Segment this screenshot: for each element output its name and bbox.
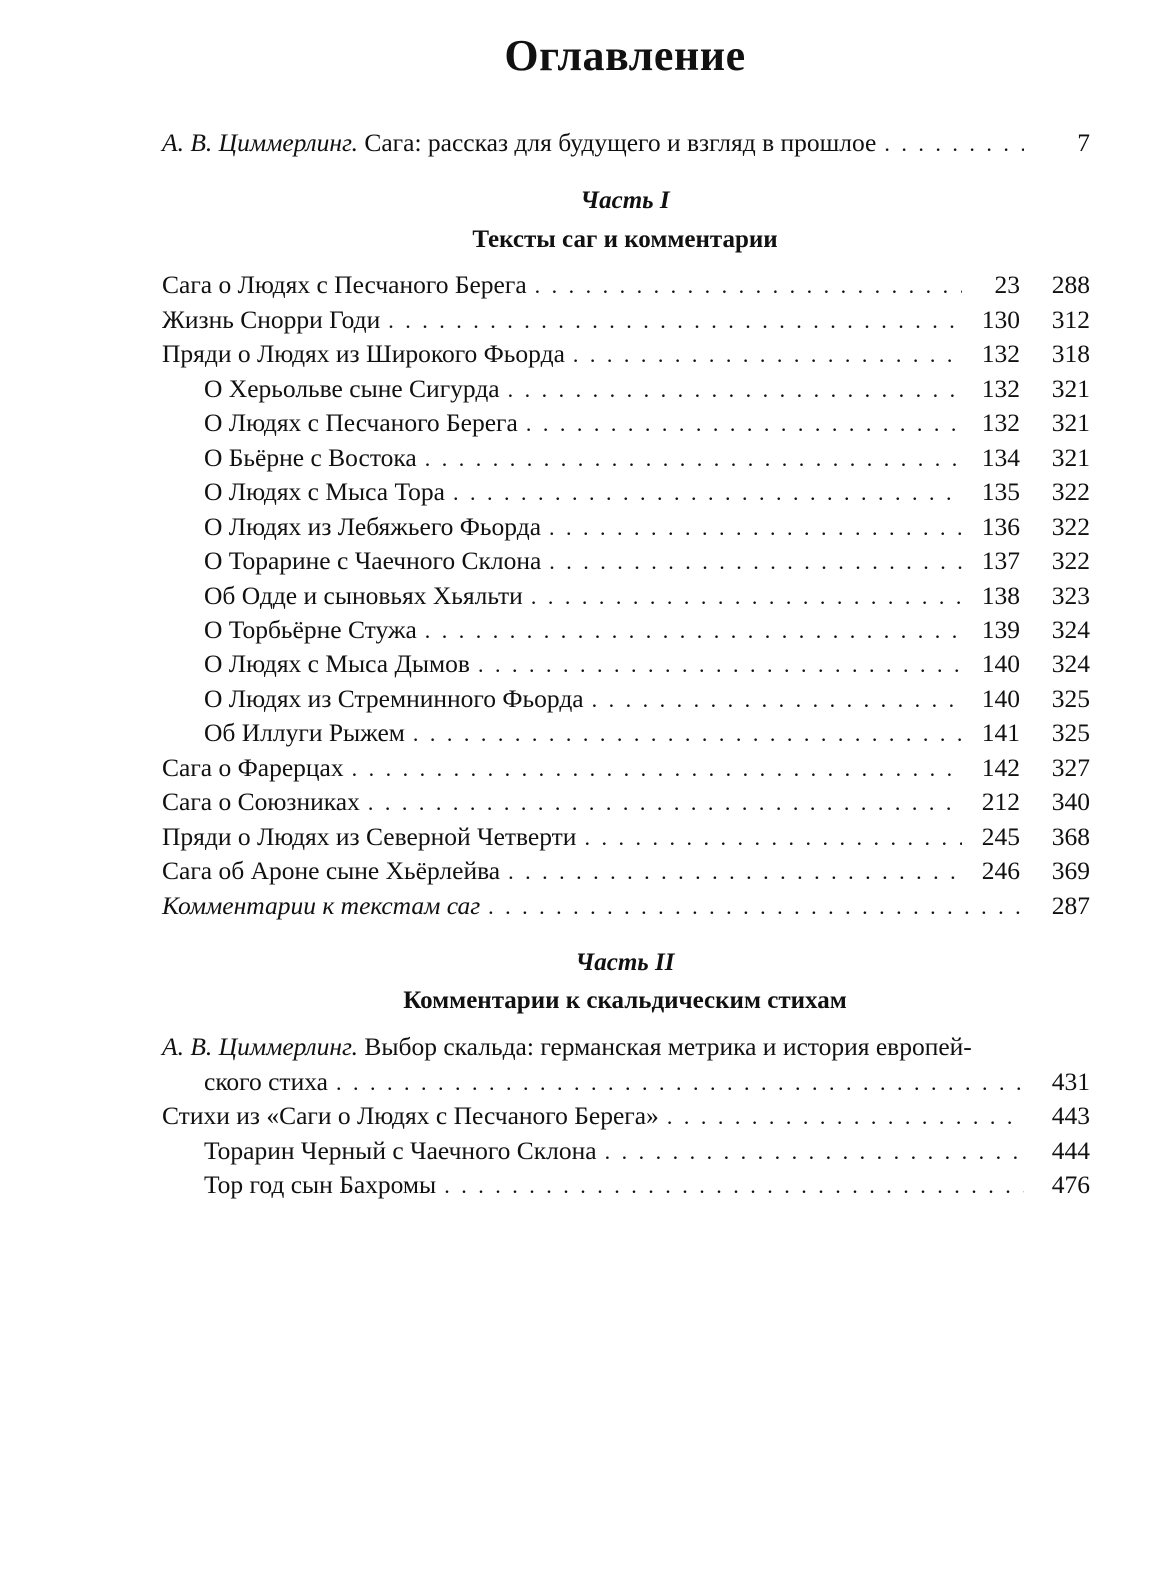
entry-title: Сага об Ароне сыне Хьёрлейва <box>162 856 501 885</box>
entry-page-text: 132 <box>981 408 1020 437</box>
entry-title: О Людях из Стремнинного Фьорда <box>204 684 584 713</box>
toc-subentry[interactable] <box>162 716 1090 750</box>
entry-page-commentary: 325 <box>1051 718 1090 747</box>
entry-page-commentary: 321 <box>1051 374 1090 403</box>
dot-leader <box>336 1066 1024 1100</box>
toc-subentry[interactable] <box>162 579 1090 613</box>
dot-leader <box>531 580 962 614</box>
entry-title: Жизнь Снорри Годи <box>162 305 381 334</box>
entry-page-text: 140 <box>981 684 1020 713</box>
entry-title: О Людях с Мыса Дымов <box>204 649 470 678</box>
entry-page-text: 135 <box>981 477 1020 506</box>
entry-title: Сага: рассказ для будущего и взгляд в прошлое <box>364 128 877 157</box>
dot-leader <box>508 855 962 889</box>
toc-subentry[interactable] <box>162 406 1090 440</box>
dot-leader <box>526 407 962 441</box>
entry-author: А. В. Циммерлинг. <box>162 128 358 157</box>
entry-page-text: 245 <box>981 822 1020 851</box>
dot-leader <box>488 890 1024 924</box>
page-title: Оглавление <box>504 31 746 80</box>
entry-page-text: 134 <box>981 443 1020 472</box>
entry-title: Пряди о Людях из Широкого Фьорда <box>162 339 565 368</box>
part-2-label: Часть II <box>575 949 675 976</box>
toc-entry[interactable] <box>162 751 1090 785</box>
entry-page: 476 <box>1051 1170 1090 1199</box>
entry-page-commentary: 288 <box>1051 270 1090 299</box>
entry-page-text: 132 <box>981 339 1020 368</box>
dot-leader <box>508 373 962 407</box>
entry-title: Об Иллуги Рыжем <box>204 718 405 747</box>
entry-title: О Людях с Песчаного Берега <box>204 408 518 437</box>
toc-entry[interactable] <box>162 854 1090 888</box>
toc-entry-commentary[interactable] <box>162 889 1090 923</box>
dot-leader <box>584 821 962 855</box>
entry-title: О Людях из Лебяжьего Фьорда <box>204 512 542 541</box>
entry-page-text: 141 <box>981 718 1020 747</box>
dot-leader <box>444 1169 1024 1203</box>
dot-leader <box>453 476 962 510</box>
toc-entry[interactable] <box>162 268 1090 302</box>
entry-page-commentary: 325 <box>1051 684 1090 713</box>
toc-entry[interactable] <box>162 820 1090 854</box>
entry-title: Сага о Людях с Песчаного Берега <box>162 270 527 299</box>
entry-page-commentary: 327 <box>1051 753 1090 782</box>
entry-page-text: 138 <box>981 581 1020 610</box>
entry-page: 443 <box>1051 1101 1090 1130</box>
toc-subentry[interactable] <box>162 372 1090 406</box>
entry-page-commentary: 321 <box>1051 408 1090 437</box>
entry-title: О Херьольве сыне Сигурда <box>204 374 500 403</box>
entry-page: 287 <box>1051 891 1090 920</box>
entry-title-continued: ского стиха <box>204 1067 328 1096</box>
toc-entry-intro[interactable] <box>162 126 1090 160</box>
dot-leader <box>413 717 962 751</box>
dot-leader <box>549 511 962 545</box>
part-2-title: Комментарии к скальдическим стихам <box>403 987 847 1014</box>
entry-page-commentary: 322 <box>1051 512 1090 541</box>
entry-page-commentary: 368 <box>1051 822 1090 851</box>
toc-entry[interactable] <box>162 337 1090 371</box>
dot-leader <box>884 127 1024 161</box>
dot-leader <box>605 1135 1024 1169</box>
entry-title: Комментарии к текстам саг <box>162 891 481 920</box>
entry-page-text: 130 <box>981 305 1020 334</box>
dot-leader <box>368 786 962 820</box>
entry-title: О Торбьёрне Стужа <box>204 615 417 644</box>
part-1-title: Тексты саг и комментарии <box>472 226 778 253</box>
toc-subentry[interactable] <box>162 613 1090 647</box>
toc-entry-essay-line1[interactable] <box>162 1030 1090 1064</box>
entry-title: О Бьёрне с Востока <box>204 443 417 472</box>
entry-page-commentary: 318 <box>1051 339 1090 368</box>
toc-subentry[interactable] <box>162 544 1090 578</box>
entry-title: О Людях с Мыса Тора <box>204 477 445 506</box>
entry-page-text: 136 <box>981 512 1020 541</box>
entry-title: Об Одде и сыновьях Хьяльти <box>204 581 523 610</box>
toc-subentry[interactable] <box>162 647 1090 681</box>
entry-page-commentary: 321 <box>1051 443 1090 472</box>
toc-subentry[interactable] <box>162 475 1090 509</box>
dot-leader <box>478 648 962 682</box>
toc-subentry[interactable] <box>162 510 1090 544</box>
entry-title: Сага о Фарерцах <box>162 753 344 782</box>
entry-page-commentary: 323 <box>1051 581 1090 610</box>
toc-entry[interactable] <box>162 1099 1090 1133</box>
entry-title: Пряди о Людях из Северной Четверти <box>162 822 577 851</box>
entry-page-text: 23 <box>994 270 1020 299</box>
dot-leader <box>535 269 962 303</box>
entry-page-commentary: 322 <box>1051 477 1090 506</box>
dot-leader <box>592 683 962 717</box>
entry-title: Сага о Союзниках <box>162 787 360 816</box>
entry-page-text: 246 <box>981 856 1020 885</box>
entry-page-text: 142 <box>981 753 1020 782</box>
entry-page-commentary: 312 <box>1051 305 1090 334</box>
entry-page: 444 <box>1051 1136 1090 1165</box>
dot-leader <box>573 338 962 372</box>
entry-page: 431 <box>1051 1067 1090 1096</box>
toc-subentry[interactable] <box>162 441 1090 475</box>
entry-page-text: 140 <box>981 649 1020 678</box>
entry-title: Выбор скальда: германская метрика и история европей- <box>364 1032 972 1061</box>
toc-subentry[interactable] <box>162 682 1090 716</box>
entry-page-text: 212 <box>981 787 1020 816</box>
toc-subentry[interactable] <box>162 1168 1090 1202</box>
part-1-label: Часть I <box>580 187 670 214</box>
entry-page-commentary: 322 <box>1051 546 1090 575</box>
entry-page-text: 139 <box>981 615 1020 644</box>
dot-leader <box>425 442 962 476</box>
toc-subentry[interactable] <box>162 1134 1090 1168</box>
entry-page-commentary: 369 <box>1051 856 1090 885</box>
dot-leader <box>667 1100 1024 1134</box>
entry-title: Тор год сын Бахромы <box>204 1170 437 1199</box>
entry-page: 7 <box>1077 128 1090 157</box>
entry-title: Торарин Черный с Чаечного Склона <box>204 1136 597 1165</box>
entry-page-text: 137 <box>981 546 1020 575</box>
dot-leader <box>549 545 962 579</box>
entry-page-commentary: 324 <box>1051 615 1090 644</box>
entry-author: А. В. Циммерлинг. <box>162 1032 358 1061</box>
dot-leader <box>352 752 962 786</box>
entry-title: Стихи из «Саги о Людях с Песчаного Берега» <box>162 1101 659 1130</box>
dot-leader <box>425 614 962 648</box>
entry-page-commentary: 340 <box>1051 787 1090 816</box>
dot-leader <box>388 304 962 338</box>
entry-page-text: 132 <box>981 374 1020 403</box>
entry-page-commentary: 324 <box>1051 649 1090 678</box>
toc-entry-essay-line2[interactable] <box>162 1065 1090 1099</box>
toc-entry[interactable] <box>162 303 1090 337</box>
toc-entry[interactable] <box>162 785 1090 819</box>
entry-title: О Торарине с Чаечного Склона <box>204 546 542 575</box>
